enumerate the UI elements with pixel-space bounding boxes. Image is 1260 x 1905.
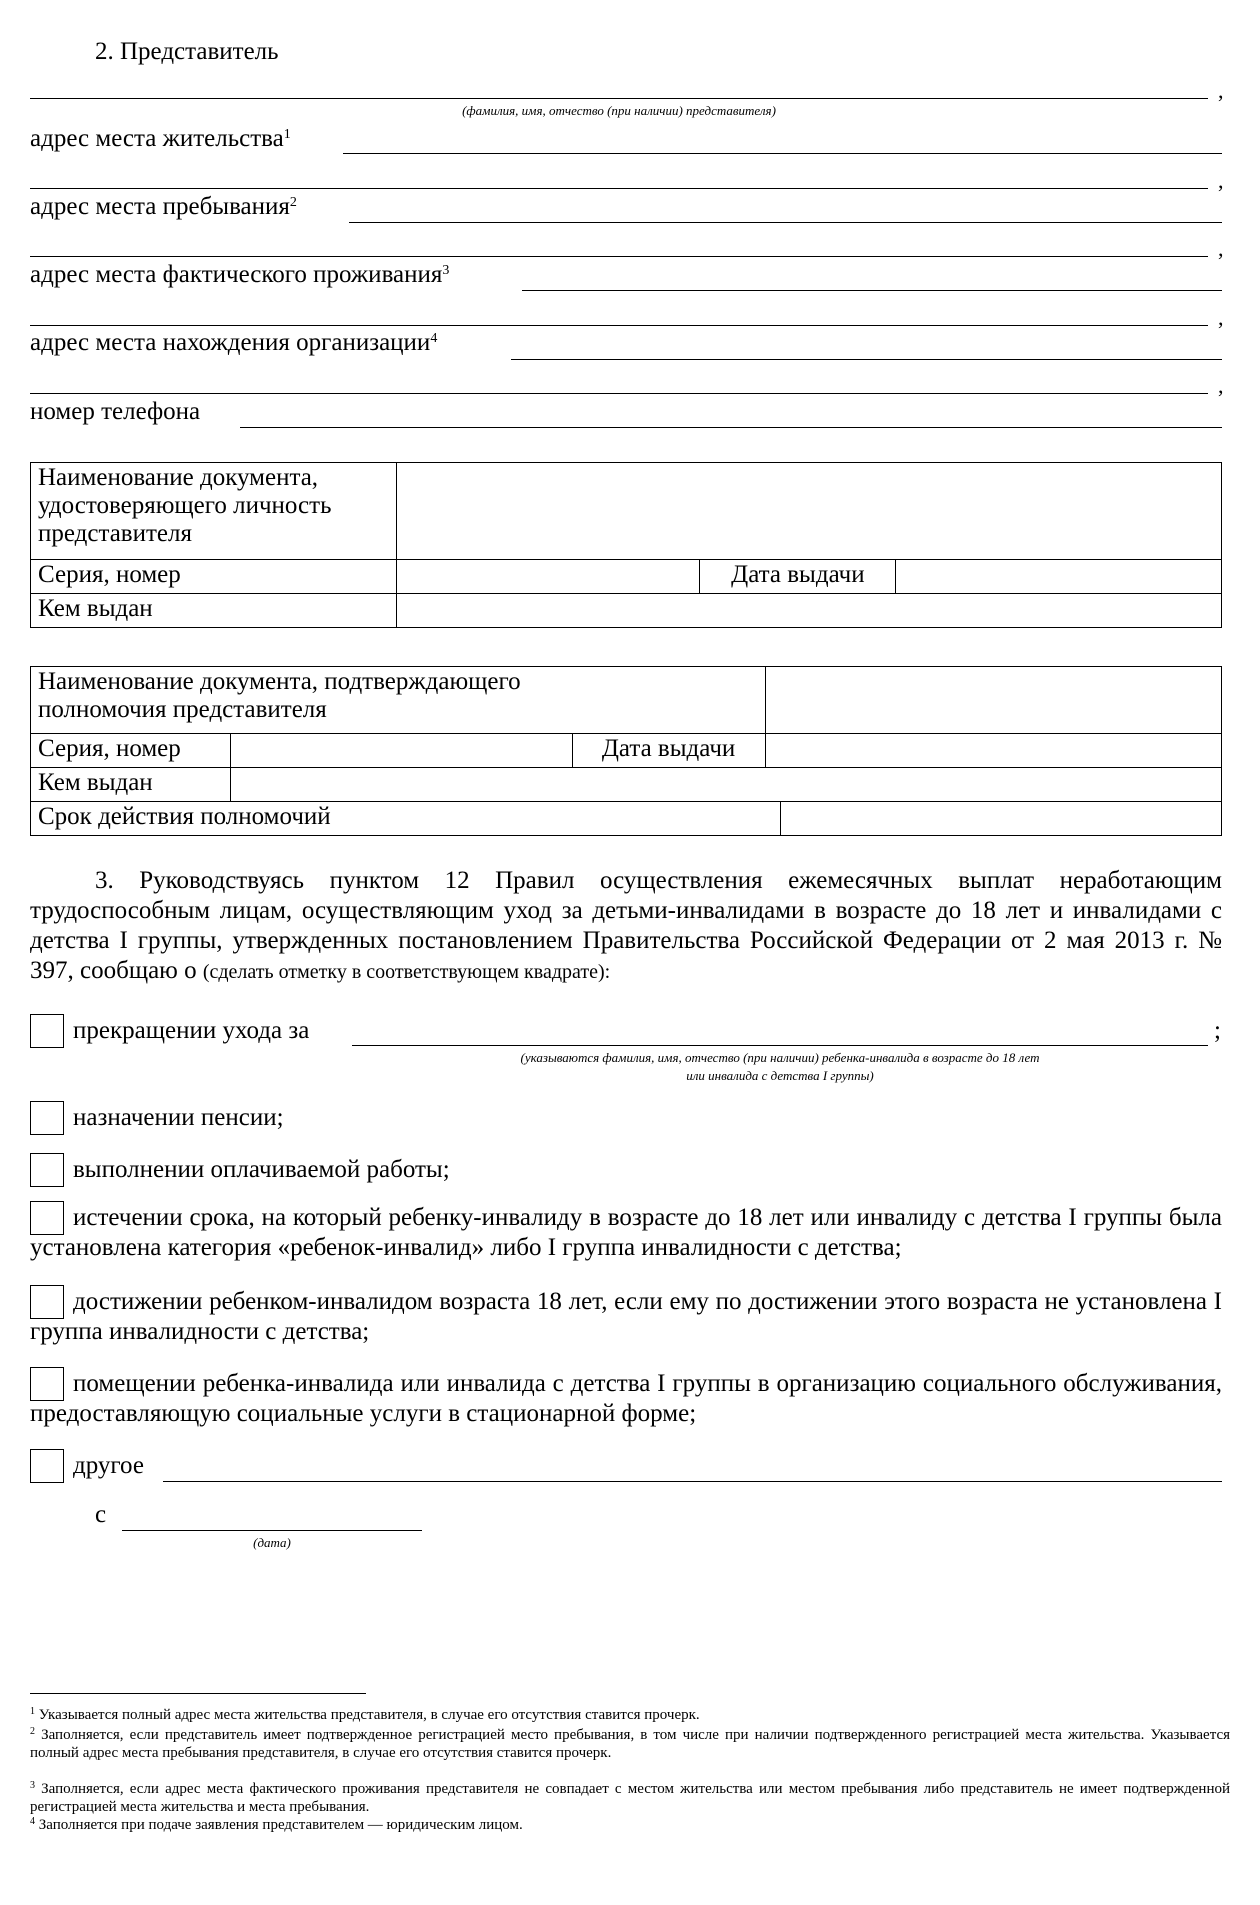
- identity-date-field[interactable]: [896, 560, 1222, 594]
- residence-address-label: адрес места жительства$^1$: [30, 125, 291, 152]
- comma: ,: [1218, 168, 1224, 193]
- authority-series-field[interactable]: [230, 734, 572, 768]
- footnote-4: $^4$ Заполняется при подаче заявления представителем — юридическим лицом.: [30, 1816, 523, 1833]
- comma: ,: [1218, 236, 1224, 261]
- section-3-intro: 3. Руководствуясь пунктом 12 Правил осуществления ежемесячных выплат неработающим трудоспособным лицам, осуществляющим уход за детьми-инвалидами в возрасте до 18 лет и инвалидами с детства I группы, утвержденных постановлением Правительства Российской Федерации от 2 мая 2013 г. № 397, сообщаю о (сделать отметку в соответствующем квадрате):: [30, 867, 1222, 984]
- child-name-caption-1: (указываются фамилия, имя, отчество (при наличии) ребенка-инвалида в возрасте до 18 лет: [520, 1050, 1040, 1065]
- authority-series-label: Серия, номер: [31, 734, 231, 768]
- identity-issued-by-field[interactable]: [396, 594, 1221, 628]
- footnote-3: $^3$ Заполняется, если адрес места фактического проживания представителя не совпадает с местом жительства или местом пребывания либо представитель не имеет подтвержденной регистрацией места жительства и места пребывания.: [30, 1780, 1231, 1815]
- stay-address-field-line2[interactable]: [30, 256, 1208, 257]
- organization-address-label: адрес места нахождения организации$^4$: [30, 329, 438, 356]
- comma: ,: [1218, 373, 1224, 398]
- authority-issued-by-field[interactable]: [230, 768, 1221, 802]
- option-term-expired-label: истечении срока, на который ребенку-инвалиду в возрасте до 18 лет или инвалиду с детства I группы была установлена категория «ребенок-инвалид» либо I группа инвалидности с детства;: [30, 1204, 1222, 1261]
- footnote-1: $^1$ Указывается полный адрес места жительства представителя, в случае его отсутствия ставится прочерк.: [30, 1706, 700, 1723]
- option-paid-work-checkbox[interactable]: [30, 1153, 64, 1187]
- stay-address-label: адрес места пребывания$^2$: [30, 193, 297, 220]
- option-other-checkbox[interactable]: [30, 1449, 64, 1483]
- since-date-field[interactable]: [122, 1530, 422, 1531]
- authority-document-table: [30, 666, 1222, 836]
- option-stop-care-checkbox[interactable]: [30, 1014, 64, 1048]
- authority-date-field[interactable]: [765, 734, 1221, 768]
- section-2-title: 2. Представитель: [95, 38, 279, 65]
- footnote-separator: [30, 1693, 366, 1694]
- date-caption: (дата): [253, 1535, 291, 1550]
- option-pension-checkbox[interactable]: [30, 1101, 64, 1135]
- identity-document-name-label: Наименование документа, удостоверяющего личность представителя: [31, 463, 397, 560]
- identity-series-label: Серия, номер: [31, 560, 397, 594]
- identity-issued-by-label: Кем выдан: [31, 594, 397, 628]
- since-label: с: [95, 1501, 107, 1528]
- comma: ,: [1218, 78, 1224, 103]
- option-paid-work-label: выполнении оплачиваемой работы;: [73, 1156, 450, 1183]
- comma: ,: [1218, 305, 1224, 330]
- phone-label: номер телефона: [30, 398, 201, 425]
- actual-address-field-line2[interactable]: [30, 325, 1208, 326]
- identity-date-label: Дата выдачи: [700, 560, 896, 594]
- authority-document-name-label: Наименование документа, подтверждающего полномочия представителя: [31, 667, 766, 734]
- authority-date-label: Дата выдачи: [572, 734, 765, 768]
- authority-issued-by-label: Кем выдан: [31, 768, 231, 802]
- residence-address-field[interactable]: [343, 153, 1222, 154]
- identity-series-field[interactable]: [396, 560, 700, 594]
- representative-name-field[interactable]: [30, 98, 1208, 99]
- actual-address-label: адрес места фактического проживания$^3$: [30, 261, 450, 288]
- child-name-field[interactable]: [352, 1045, 1208, 1046]
- organization-address-field[interactable]: [511, 359, 1222, 360]
- footnote-2: $^2$ Заполняется, если представитель имеет подтвержденное регистрацией место пребывания, в том числе при наличии подтвержденного регистрацией места жительства. Указывается полный адрес места пребывания представителя, в случае его отсутствия ставится прочерк.: [30, 1726, 1231, 1761]
- stay-address-field[interactable]: [349, 222, 1222, 223]
- identity-document-name-field[interactable]: [396, 463, 1221, 560]
- other-reason-field[interactable]: [163, 1481, 1222, 1482]
- actual-address-field[interactable]: [522, 290, 1222, 291]
- option-age-18-label: достижении ребенком-инвалидом возраста 18 лет, если ему по достижении этого возраста не установлена I группа инвалидности с детства;: [30, 1288, 1222, 1345]
- phone-field[interactable]: [240, 427, 1222, 428]
- option-placement-label: помещении ребенка-инвалида или инвалида с детства I группы в организацию социального обслуживания, предоставляющую социальные услуги в стационарной форме;: [30, 1370, 1222, 1427]
- authority-term-label: Срок действия полномочий: [31, 802, 781, 836]
- authority-document-name-field[interactable]: [765, 667, 1221, 734]
- residence-address-field-line2[interactable]: [30, 188, 1208, 189]
- semicolon: ;: [1214, 1017, 1221, 1044]
- option-stop-care-label: прекращении ухода за: [73, 1017, 310, 1044]
- authority-term-field[interactable]: [780, 802, 1222, 836]
- option-pension-label: назначении пенсии;: [73, 1104, 284, 1131]
- option-other-label: другое: [73, 1452, 144, 1479]
- organization-address-field-line2[interactable]: [30, 393, 1208, 394]
- representative-name-caption: (фамилия, имя, отчество (при наличии) представителя): [462, 103, 776, 118]
- child-name-caption-2: или инвалида с детства I группы): [686, 1068, 874, 1083]
- identity-document-table: [30, 462, 1222, 628]
